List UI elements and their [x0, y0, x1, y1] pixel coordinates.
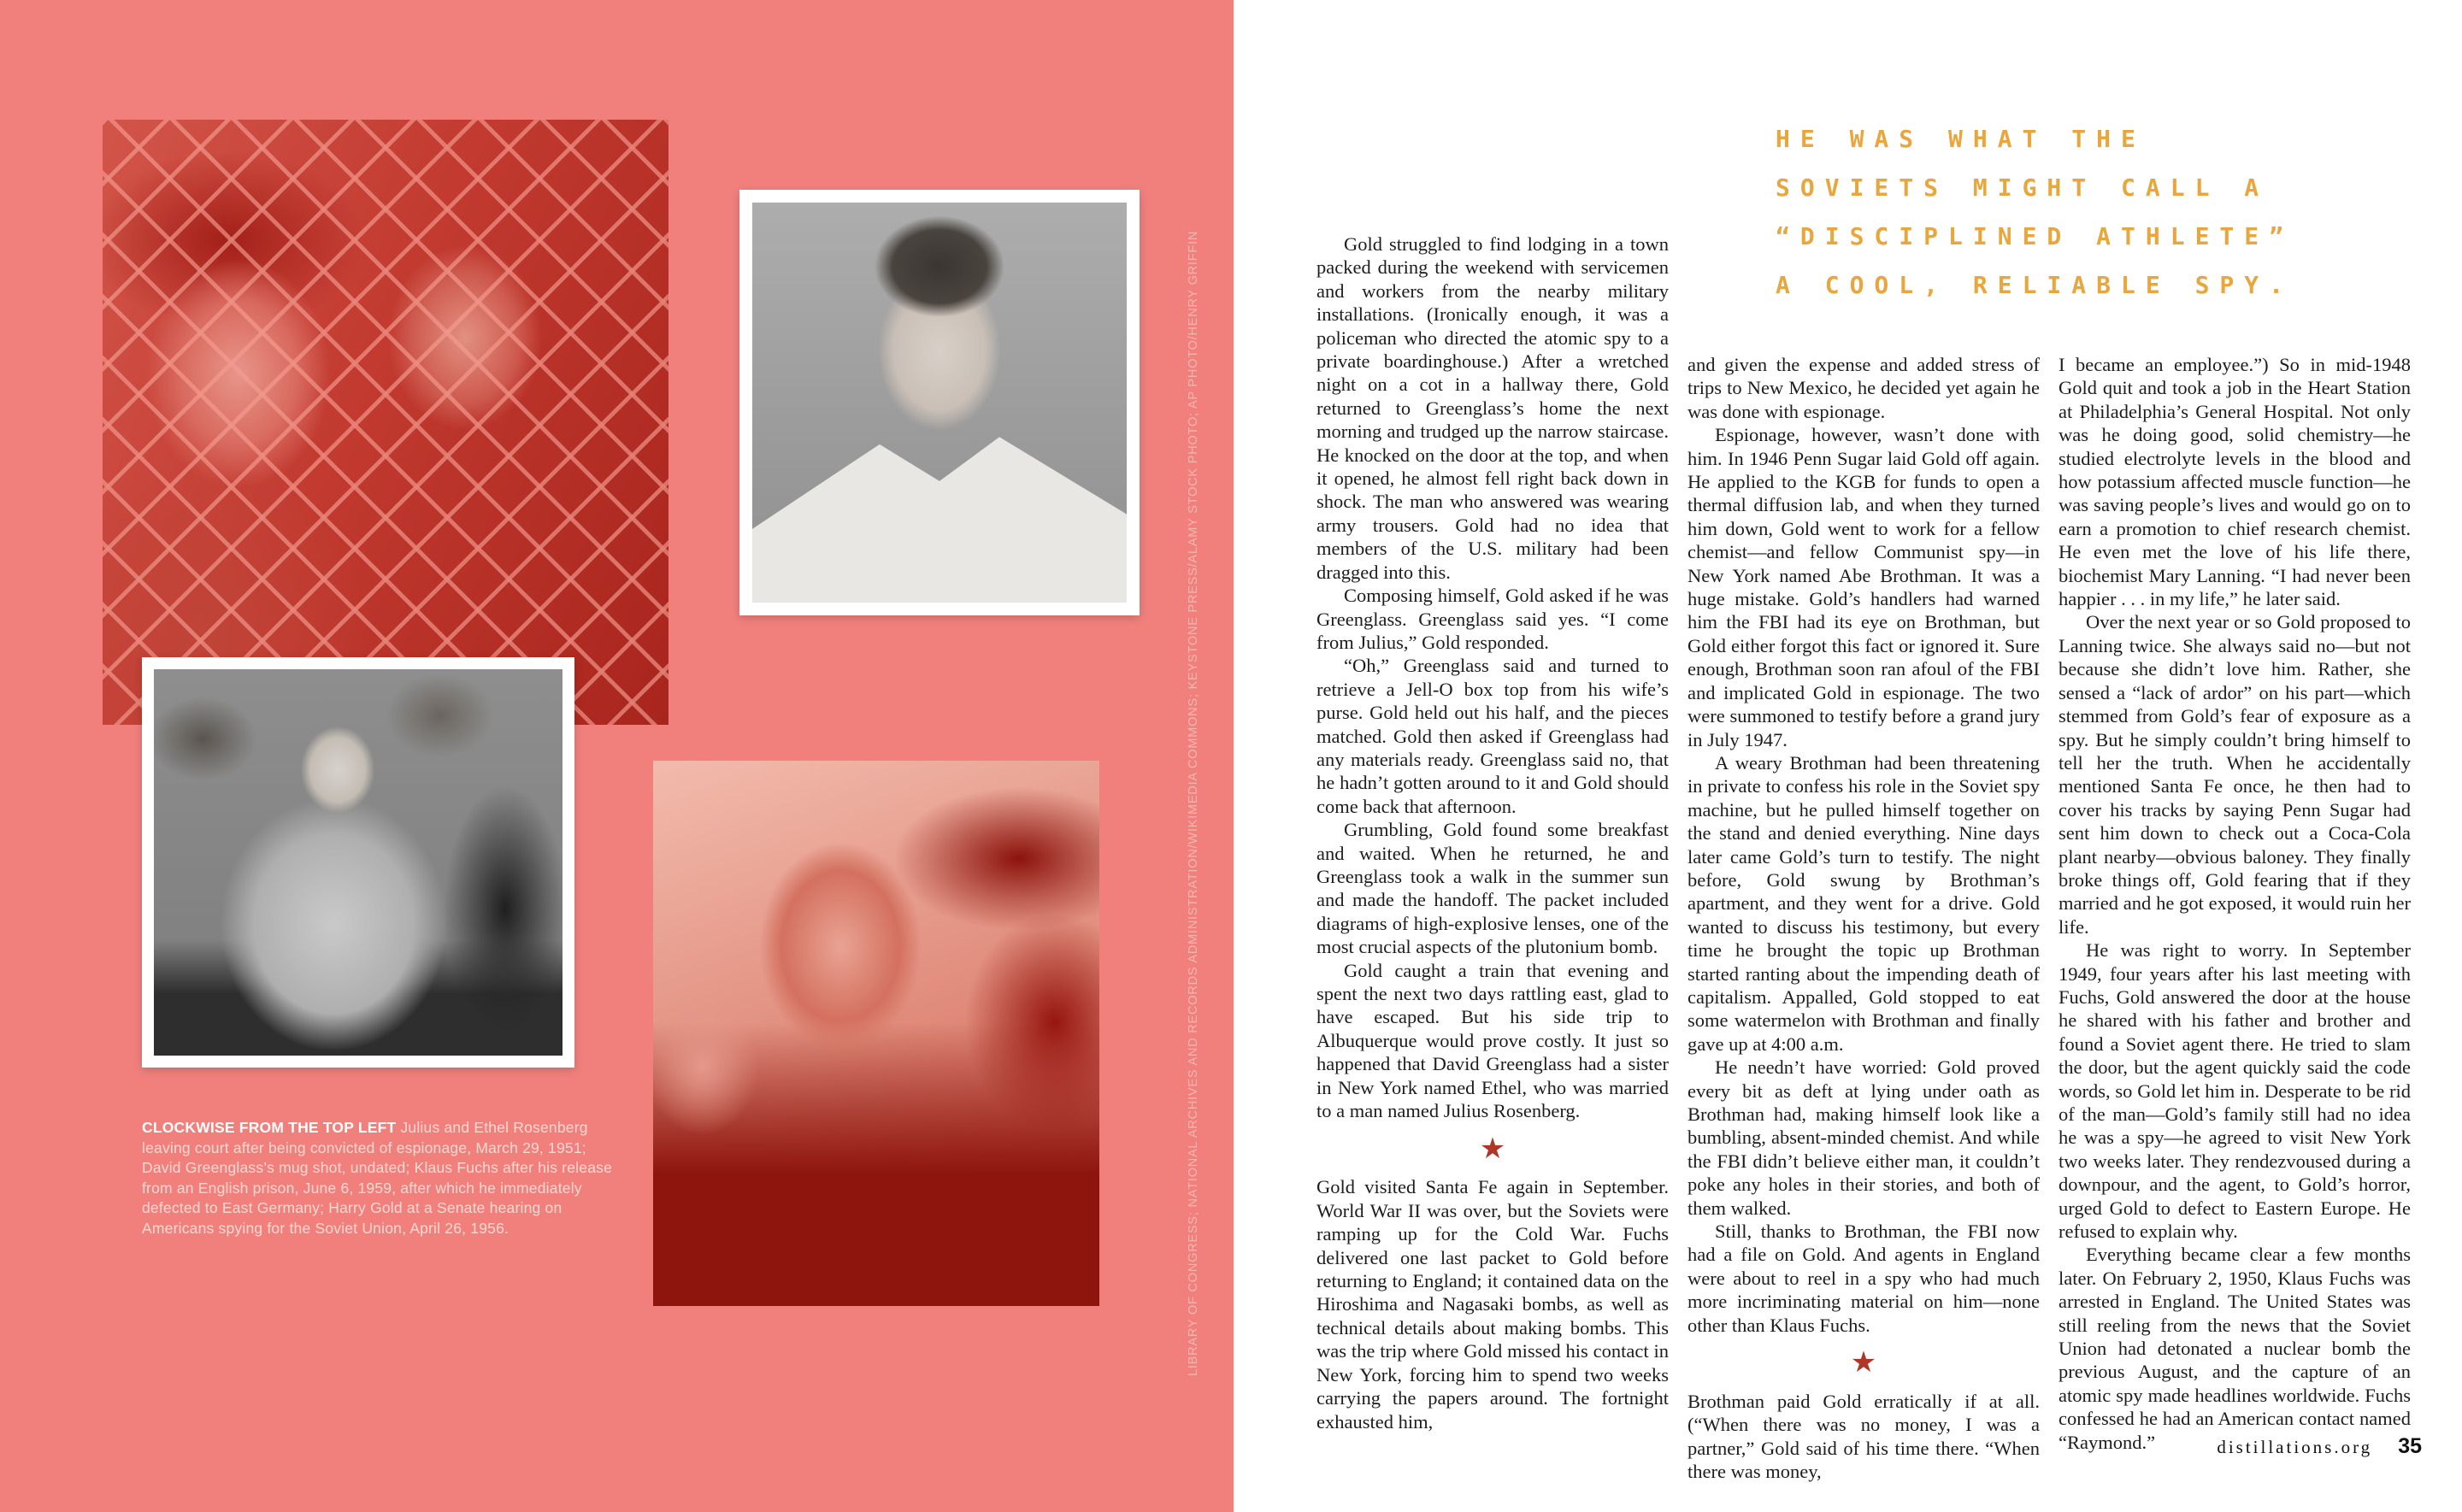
pull-quote: [1776, 115, 2357, 309]
body-paragraph: A weary Brothman had been threatening in private to confess his role in the Soviet spy machine, but he pulled himself together on the stand and denied everything. Nine days later came Gold’s turn to testify. The night before, Gold swung by Brothman’s apartment, and they went for a drive. Gold wanted to discuss his testimony, but every time he brought the topic up Brothman started ranting about the impending death of capitalism. Appalled, Gold stopped to eat some watermelon with Brothman and finally gave up at 4:00 a.m.: [1687, 751, 2040, 1055]
body-paragraph: I became an employee.”) So in mid-1948 Gold quit and took a job in the Heart Station at Philadelphia’s General Hospital. Not only was he doing good, solid chemistry—he studied electrolyte levels in the blood and how potassium affected muscle function—he was saving people’s lives and would go on to earn a promotion to chief research chemist. He even met the love of his life there, biochemist Mary Lanning. “I had never been happier . . . in my life,” he later said.: [2059, 354, 2411, 610]
star-divider: ★: [1479, 1131, 1506, 1166]
pull-quote-line: SOVIETS MIGHT CALL A: [1776, 174, 2270, 202]
star-divider: ★: [1850, 1345, 1877, 1380]
greenglass-mug-shot-photo: [739, 190, 1140, 615]
body-paragraph: Gold struggled to find lodging in a town packed during the weekend with servicemen and workers from the nearby military installations. (Ironically enough, it was a policeman who directed the atomic spy to a private boardinghouse.) After a wretched night on a cot in a hallway there, Gold returned to Greenglass’s home the next morning and trudged up the narrow staircase. He knocked on the door at the top, and when it opened, he almost fell right back down in shock. The man who answered was wearing army trousers. Gold had no idea that members of the U.S. military had been dragged into this.: [1316, 233, 1669, 583]
body-paragraph: Everything became clear a few months later. On February 2, 1950, Klaus Fuchs was arrested in England. The United States was still reeling from the news that the Soviet Union had detonated a nuclear bomb the previous August, and the capture of an atomic spy made headlines worldwide. Fuchs confessed he had an American contact named “Raymond.”: [2059, 1244, 2411, 1453]
body-paragraph: Grumbling, Gold found some breakfast and waited. When he returned, he and Greenglass took a walk in the summer sun and made the handoff. The packet included diagrams of high-explosive lenses, one of the most crucial aspects of the plutonium bomb.: [1316, 819, 1669, 958]
body-column-2: [1687, 353, 2040, 1483]
rosenbergs-leaving-court-photo: [103, 120, 669, 725]
body-paragraph: Composing himself, Gold asked if he was Greenglass. Greenglass said yes. “I come from Julius,” Gold responded.: [1316, 585, 1669, 653]
mug-shot-portrait: [752, 203, 1127, 603]
right-page: [1234, 0, 2462, 1512]
photo-credits-vertical: LIBRARY OF CONGRESS; NATIONAL ARCHIVES AND RECORDS ADMINISTRATION/WIKIMEDIA COMMONS; KEYSTONE PRESS/ALAMY STOCK PHOTO; AP PHOTO/HENRY GRIFFIN: [1187, 230, 1200, 1376]
body-column-1: [1316, 232, 1669, 1433]
page-footer: [2123, 1434, 2422, 1459]
senate-hearing-scene: [154, 669, 562, 1056]
harry-gold-senate-hearing-photo: [142, 657, 574, 1068]
caption-lead: CLOCKWISE FROM THE TOP LEFT: [142, 1119, 397, 1136]
body-paragraph: He needn’t have worried: Gold proved every bit as deft at lying under oath as Brothman had, making himself look like a bumbling, absent-minded chemist. And while the FBI didn’t believe either man, it couldn’t poke any holes in their stories, and both of them walked.: [1687, 1056, 2040, 1219]
body-paragraph: Espionage, however, wasn’t done with him. In 1946 Penn Sugar laid Gold off again. He applied to the KGB for funds to open a thermal diffusion lab, and when they turned him down, Gold went to work for a fellow chemist—and fellow Communist spy—in New York named Abe Brothman. It was a huge mistake. Gold’s handlers had warned him the FBI had its eye on Brothman, but Gold either forgot this fact or ignored it. Sure enough, Brothman soon ran afoul of the FBI and implicated Gold in espionage. The two were summoned to testify before a grand jury in July 1947.: [1687, 424, 2040, 750]
photo-caption: [142, 1118, 621, 1238]
body-paragraph: Still, thanks to Brothman, the FBI now had a file on Gold. And agents in England were about to reel in a spy who had much more incriminating material on him—none other than Klaus Fuchs.: [1687, 1221, 2040, 1336]
footer-page-number: 35: [2398, 1434, 2422, 1458]
body-paragraph: “Oh,” Greenglass said and turned to retrieve a Jell-O box top from his wife’s purse. Gold held out his half, and the pieces matched. Gold then asked if Greenglass had any materials ready. Greenglass said no, that he hadn’t gotten around to it and Gold should come back that afternoon.: [1316, 655, 1669, 817]
klaus-fuchs-release-photo: [653, 761, 1099, 1306]
body-paragraph: Gold caught a train that evening and spent the next two days rattling east, glad to have escaped. But his side trip to Albuquerque would prove costly. It just so happened that David Greenglass had a sister in New York named Ethel, who was married to a man named Julius Rosenberg.: [1316, 959, 1669, 1122]
body-paragraph: and given the expense and added stress of trips to New Mexico, he decided yet again he was done with espionage.: [1687, 354, 2040, 422]
caption-body: Julius and Ethel Rosenberg leaving court after being convicted of espionage, March 29, 1951; David Greenglass’s mug shot, undated; Klaus Fuchs after his release from an English prison, June 6, 1959, after which he immediately defected to East Germany; Harry Gold at a Senate hearing on Americans spying for the Soviet Union, April 26, 1956.: [142, 1119, 613, 1237]
mug-shot-shirt: [752, 419, 1127, 603]
pull-quote-line: A COOL, RELIABLE SPY.: [1776, 271, 2294, 299]
body-paragraph: Gold visited Santa Fe again in September. World War II was over, but the Soviets were ramping up for the Cold War. Fuchs delivered one last packet to Gold before returning to England; it contained data on the Hiroshima and Nagasaki bombs, as well as technical details about making bombs. This was the trip where Gold missed his contact in New York, forcing him to spend two weeks carrying the papers around. The fortnight exhausted him,: [1316, 1176, 1669, 1433]
body-paragraph: Brothman paid Gold erratically if at all. (“When there was no money, I was a partner,” Gold said of his time there. “When there was money,: [1687, 1391, 2040, 1483]
body-paragraph: He was right to worry. In September 1949, four years after his last meeting with Fuchs, Gold answered the door at the house he shared with his father and brother and found a Soviet agent there. He tried to slam the door, but the agent quickly said the code words, so Gold let him in. Desperate to be rid of the man—Gold’s family still had no idea he was a spy—he agreed to visit New York two weeks later. They rendezvoused during a downpour, and the agent, to Gold’s horror, urged Gold to defect to Eastern Europe. He refused to explain why.: [2059, 939, 2411, 1243]
pull-quote-line: HE WAS WHAT THE: [1776, 125, 2146, 153]
footer-site-url: distillations.org: [2217, 1437, 2373, 1457]
body-paragraph: Over the next year or so Gold proposed to Lanning twice. She always said no—but not because she didn’t love him. Rather, she sensed a “lack of ardor” on his part—which stemmed from Gold’s fear of exposure as a spy. But he simply couldn’t bring himself to tell her the truth. When he accidentally mentioned Santa Fe once, he then had to cover his tracks by saying Penn Sugar had sent him down to check out a Coca-Cola plant nearby—obvious baloney. They finally broke things off, Gold fearing that if they married and he got exposed, it would ruin her life.: [2059, 611, 2411, 938]
pull-quote-line: “DISCIPLINED ATHLETE”: [1776, 222, 2294, 250]
